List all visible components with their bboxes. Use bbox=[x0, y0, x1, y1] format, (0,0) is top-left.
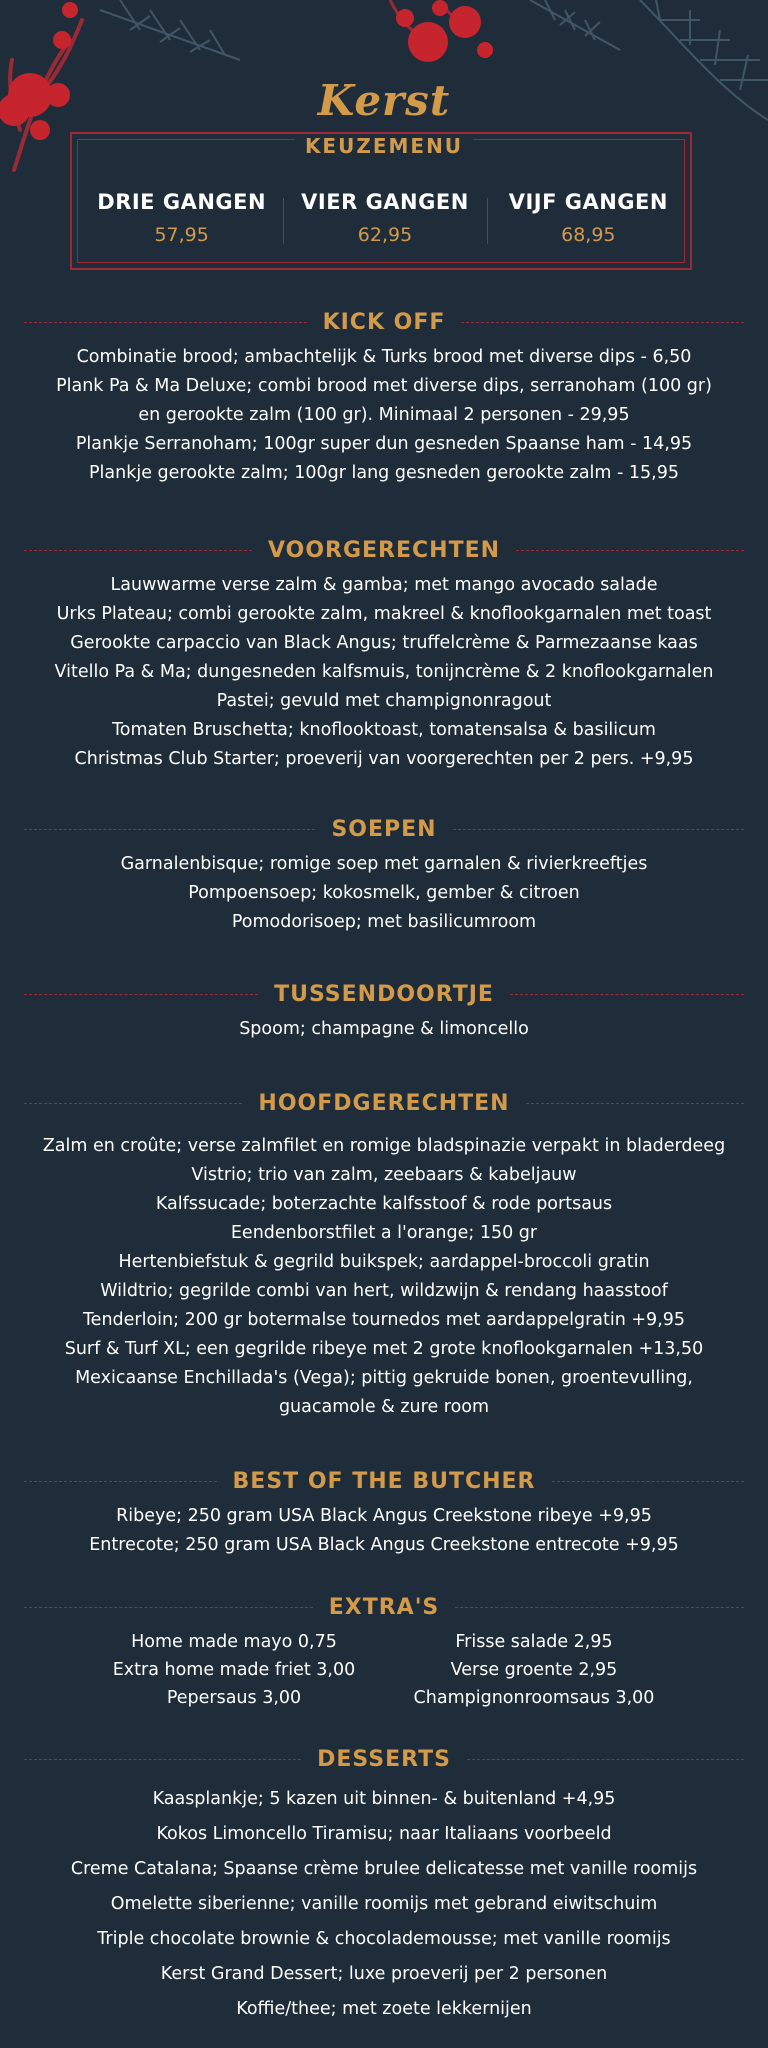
menu-item: Plankje Serranoham; 100gr super dun gesneden Spaanse ham - 14,95 bbox=[75, 434, 693, 454]
menu-item: Wildtrio; gegrilde combi van hert, wildzwijn & rendang haasstoof bbox=[100, 1281, 668, 1301]
course-four bbox=[283, 190, 486, 260]
course-price: 57,95 bbox=[154, 224, 209, 246]
menu-item: Christmas Club Starter; proeverij van voorgerechten per 2 pers. +9,95 bbox=[74, 749, 694, 769]
menu-item: en gerookte zalm (100 gr). Minimaal 2 personen - 29,95 bbox=[138, 405, 630, 425]
course-name: DRIE GANGEN bbox=[97, 190, 267, 214]
section-tussendoortje bbox=[0, 979, 768, 1044]
extras-right-column bbox=[384, 1628, 684, 1712]
menu-title-script: Kerst bbox=[317, 76, 451, 125]
section-kickoff bbox=[0, 307, 768, 488]
menu-item: Ribeye; 250 gram USA Black Angus Creekstone ribeye +9,95 bbox=[116, 1506, 652, 1526]
section-title: VOORGERECHTEN bbox=[267, 537, 501, 563]
course-options bbox=[80, 190, 690, 260]
menu-item: Spoom; champagne & limoncello bbox=[239, 1019, 529, 1039]
section-title: TUSSENDOORTJE bbox=[274, 981, 494, 1007]
course-name: VIJF GANGEN bbox=[508, 190, 668, 214]
section-title: BEST OF THE BUTCHER bbox=[232, 1468, 536, 1494]
menu-item: Kaasplankje; 5 kazen uit binnen- & buitenland +4,95 bbox=[152, 1789, 616, 1809]
menu-item: Omelette siberienne; vanille roomijs met gebrand eiwitschuim bbox=[110, 1894, 658, 1914]
course-price: 68,95 bbox=[561, 224, 616, 246]
menu-item: Hertenbiefstuk & gegrild buikspek; aardappel-broccoli gratin bbox=[118, 1252, 650, 1272]
menu-item: guacamole & zure room bbox=[278, 1397, 490, 1417]
section-extras bbox=[0, 1592, 768, 1712]
section-title: KICK OFF bbox=[322, 309, 446, 335]
menu-item: Kerst Grand Dessert; luxe proeverij per 2 personen bbox=[160, 1964, 608, 1984]
menu-item: Entrecote; 250 gram USA Black Angus Creekstone entrecote +9,95 bbox=[89, 1535, 679, 1555]
menu-item: Frisse salade 2,95 bbox=[455, 1632, 613, 1652]
menu-item: Creme Catalana; Spaanse crème brulee delicatesse met vanille roomijs bbox=[70, 1859, 698, 1879]
course-three bbox=[80, 190, 283, 260]
section-hoofdgerechten bbox=[0, 1088, 768, 1422]
menu-item: Vistrio; trio van zalm, zeebaars & kabeljauw bbox=[191, 1165, 577, 1185]
menu-item: Eendenborstfilet a l'orange; 150 gr bbox=[230, 1223, 538, 1243]
section-title: SOEPEN bbox=[331, 816, 437, 842]
menu-item: Gerookte carpaccio van Black Angus; truffelcrème & Parmezaanse kaas bbox=[70, 633, 698, 653]
menu-item: Kalfssucade; boterzachte kalfsstoof & rode portsaus bbox=[155, 1194, 613, 1214]
menu-item: Kokos Limoncello Tiramisu; naar Italiaans voorbeeld bbox=[156, 1824, 612, 1844]
menu-item: Pomodorisoep; met basilicumroom bbox=[231, 912, 537, 932]
menu-item: Combinatie brood; ambachtelijk & Turks brood met diverse dips - 6,50 bbox=[76, 347, 692, 367]
section-title: EXTRA'S bbox=[328, 1594, 440, 1620]
menu-item: Zalm en croûte; verse zalmfilet en romige bladspinazie verpakt in bladerdeeg bbox=[42, 1136, 726, 1156]
menu-item: Pastei; gevuld met champignonragout bbox=[216, 691, 552, 711]
menu-item: Plankje gerookte zalm; 100gr lang gesneden gerookte zalm - 15,95 bbox=[88, 463, 680, 483]
course-five bbox=[487, 190, 690, 260]
course-name: VIER GANGEN bbox=[301, 190, 469, 214]
menu-item: Champignonroomsaus 3,00 bbox=[413, 1688, 655, 1708]
section-title: HOOFDGERECHTEN bbox=[258, 1090, 510, 1116]
section-voorgerechten bbox=[0, 535, 768, 774]
extras-left-column bbox=[84, 1628, 384, 1712]
menu-item: Verse groente 2,95 bbox=[450, 1660, 618, 1680]
menu-item: Pompoensoep; kokosmelk, gember & citroen bbox=[188, 883, 580, 903]
menu-item: Triple chocolate brownie & chocolademousse; met vanille roomijs bbox=[97, 1929, 671, 1949]
menu-item: Mexicaanse Enchillada's (Vega); pittig gekruide bonen, groentevulling, bbox=[75, 1368, 693, 1388]
menu-subtitle: KEUZEMENU bbox=[0, 134, 768, 158]
section-soepen bbox=[0, 814, 768, 937]
course-price: 62,95 bbox=[357, 224, 413, 246]
menu-item: Lauwwarme verse zalm & gamba; met mango avocado salade bbox=[110, 575, 658, 595]
menu-item: Tomaten Bruschetta; knoflooktoast, tomatensalsa & basilicum bbox=[112, 720, 656, 740]
menu-item: Tenderloin; 200 gr botermalse tournedos met aardappelgratin +9,95 bbox=[82, 1310, 686, 1330]
menu-item: Vitello Pa & Ma; dungesneden kalfsmuis, tonijncrème & 2 knoflookgarnalen bbox=[54, 662, 714, 682]
section-title: DESSERTS bbox=[317, 1746, 451, 1772]
menu-item: Home made mayo 0,75 bbox=[131, 1632, 337, 1652]
menu-item: Urks Plateau; combi gerookte zalm, makreel & knoflookgarnalen met toast bbox=[56, 604, 712, 624]
menu-item: Surf & Turf XL; een gegrilde ribeye met 2 grote knoflookgarnalen +13,50 bbox=[64, 1339, 704, 1359]
menu-item: Garnalenbisque; romige soep met garnalen & rivierkreeftjes bbox=[120, 854, 648, 874]
menu-item: Koffie/thee; met zoete lekkernijen bbox=[236, 1999, 532, 2019]
section-desserts bbox=[0, 1744, 768, 2027]
menu-item: Extra home made friet 3,00 bbox=[112, 1660, 356, 1680]
section-butcher bbox=[0, 1466, 768, 1560]
menu-item: Pepersaus 3,00 bbox=[166, 1688, 302, 1708]
menu-item: Plank Pa & Ma Deluxe; combi brood met diverse dips, serranoham (100 gr) bbox=[56, 376, 712, 396]
